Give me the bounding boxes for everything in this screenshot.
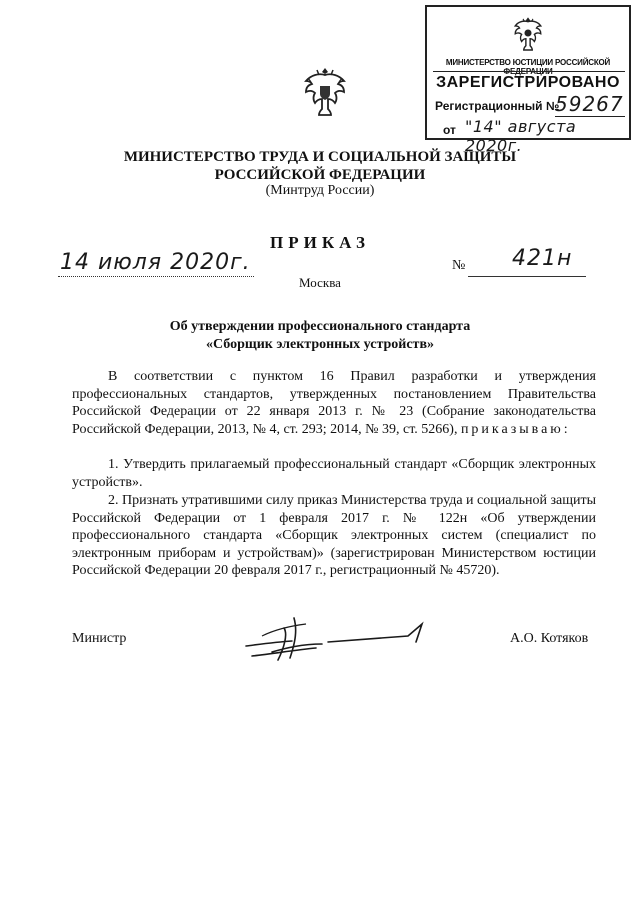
order-number-sign: № [452,258,466,273]
preamble-paragraph [72,368,596,438]
clause-2: 2. Признать утратившими силу приказ Министерства труда и социальной защиты Российской Федерации от 1 февраля 2017 г. № 122н «Об утверждении профессионального стандарта «Сборщик электронных систем (специалист по электронным приборам и устройствам)» (зарегистрирован Министерством юстиции Российской Федерации 20 февраля 2017 г., регистрационный № 45720). [72,493,596,578]
stamp-ministry: МИНИСТЕРСТВО ЮСТИЦИИ РОССИЙСКОЙ ФЕДЕРАЦИИ [445,58,611,76]
ministry-title [0,148,640,184]
ministry-title-line2: РОССИЙСКОЙ ФЕДЕРАЦИИ [214,167,426,183]
registration-stamp [425,5,631,155]
order-city: Москва [299,275,341,290]
order-number: 421н [512,246,573,271]
handwritten-signature [232,608,432,670]
order-subject [0,318,640,354]
order-subject-line2: «Сборщик электронных устройств» [206,337,434,352]
stamp-date-prefix: от [443,123,456,137]
clause-1: 1. Утвердить прилагаемый профессиональный стандарт «Сборщик электронных устройств». [72,457,596,490]
order-date: 14 июля 2020г. [60,250,251,275]
stamp-divider [433,71,625,72]
stamp-reg-number: 59267 [555,92,624,116]
order-subject-line1: Об утверждении профессионального стандарта [169,319,471,334]
stamp-status: ЗАРЕГИСТРИРОВАНО [436,74,620,91]
coat-of-arms-icon [511,13,545,53]
document-type: ПРИКАЗ [270,233,370,252]
coat-of-arms-icon [301,64,349,120]
order-directive: приказываю: [460,421,571,437]
signatory-position: Министр [72,631,127,646]
stamp-reg-date: "14" августа 2020г. [465,117,577,155]
preamble-text: В соответствии с пунктом 16 Правил разработки и утверждения профессиональных стандартов, утвержденных постановлением Правительства Российской Федерации от 22 января 2013 г. № 23 (Собрание законодательства Российской Федерации, 2013, № 4, ст. 293; 2014, № 39, ст. 5266), [72,369,596,437]
stamp-reg-label: Регистрационный № [435,99,560,113]
ministry-title-line1: МИНИСТЕРСТВО ТРУДА И СОЦИАЛЬНОЙ ЗАЩИТЫ [123,149,517,165]
ministry-short-name: (Минтруд России) [265,183,375,198]
signatory-name: А.О. Котяков [510,631,589,646]
